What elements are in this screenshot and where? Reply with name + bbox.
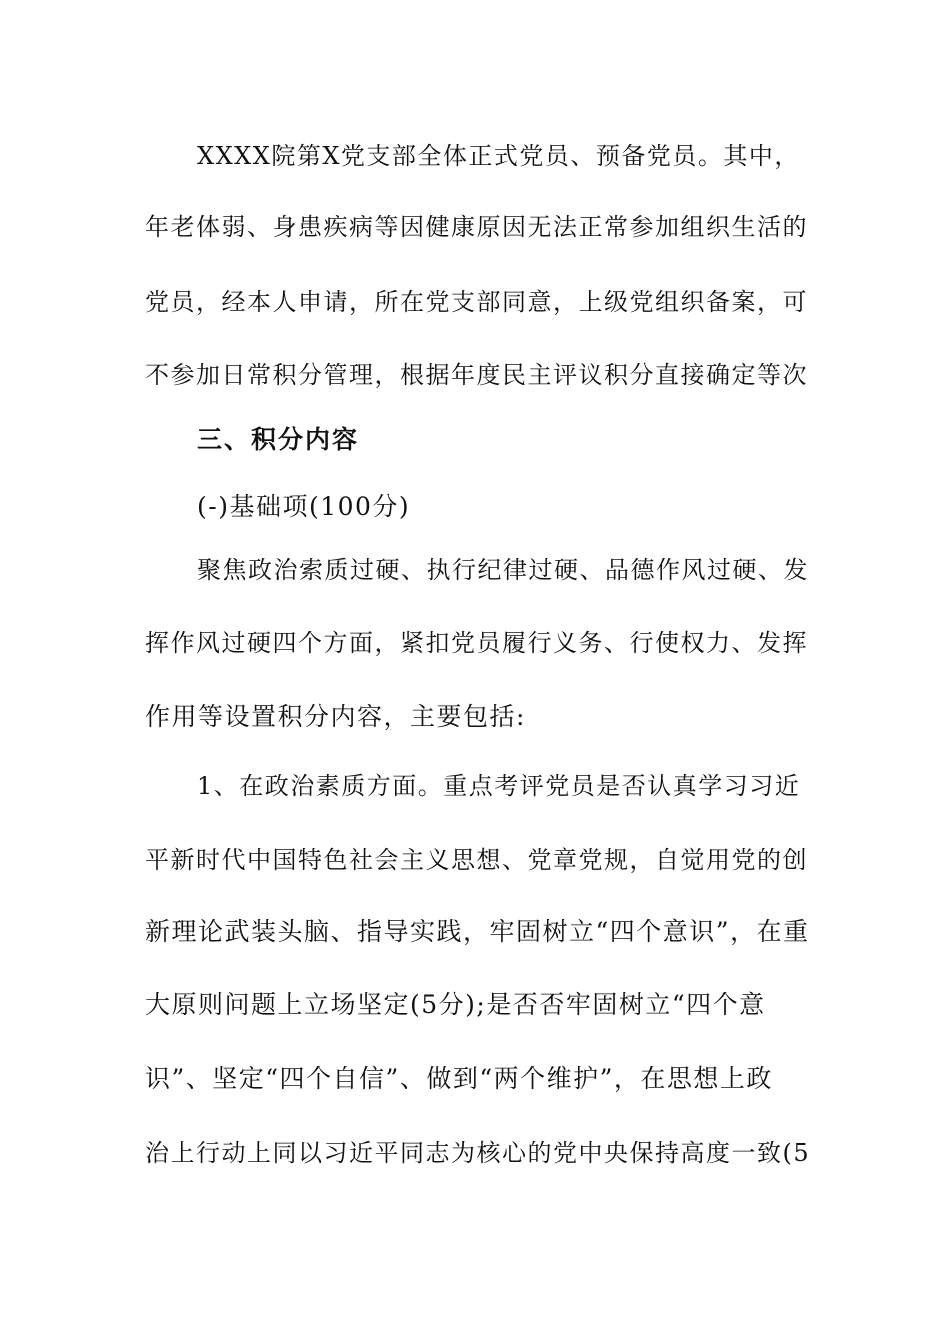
paragraph-line: 识”、坚定“四个自信”、做到“两个维护”，在思想上政 [145, 1064, 773, 1093]
paragraph-line: 挥作风过硬四个方面，紧扣党员履行义务、行使权力、发挥 [145, 629, 808, 657]
subsection-heading: (-)基础项(100分) [197, 492, 411, 521]
paragraph-line: 平新时代中国特色社会主义思想、党章党规，自觉用党的创 [145, 846, 808, 874]
paragraph-line: 治上行动上同以习近平同志为核心的党中央保持高度一致(5 [145, 1139, 811, 1167]
paragraph-line: 年老体弱、身患疾病等因健康原因无法正常参加组织生活的 [145, 213, 808, 241]
paragraph-line: 1、在政治素质方面。重点考评党员是否认真学习习近 [197, 772, 801, 800]
paragraph-line: 不参加日常积分管理，根据年度民主评议积分直接确定等次 [145, 361, 808, 389]
paragraph-line: 作用等设置积分内容，主要包括: [145, 702, 526, 731]
section-heading: 三、积分内容 [197, 425, 360, 454]
paragraph-line: 党员，经本人申请，所在党支部同意，上级党组织备案，可 [145, 288, 808, 316]
paragraph-line: 大原则问题上立场坚定(5分);是否否牢固树立“四个意 [145, 990, 766, 1019]
paragraph-line: XXXX院第X党支部全体正式党员、预备党员。其中， [197, 142, 800, 170]
paragraph-line: 聚焦政治索质过硬、执行纪律过硬、品德作风过硬、发 [197, 556, 809, 584]
paragraph-line: 新理论武装头脑、指导实践，牢固树立“四个意识”，在重 [145, 917, 810, 946]
